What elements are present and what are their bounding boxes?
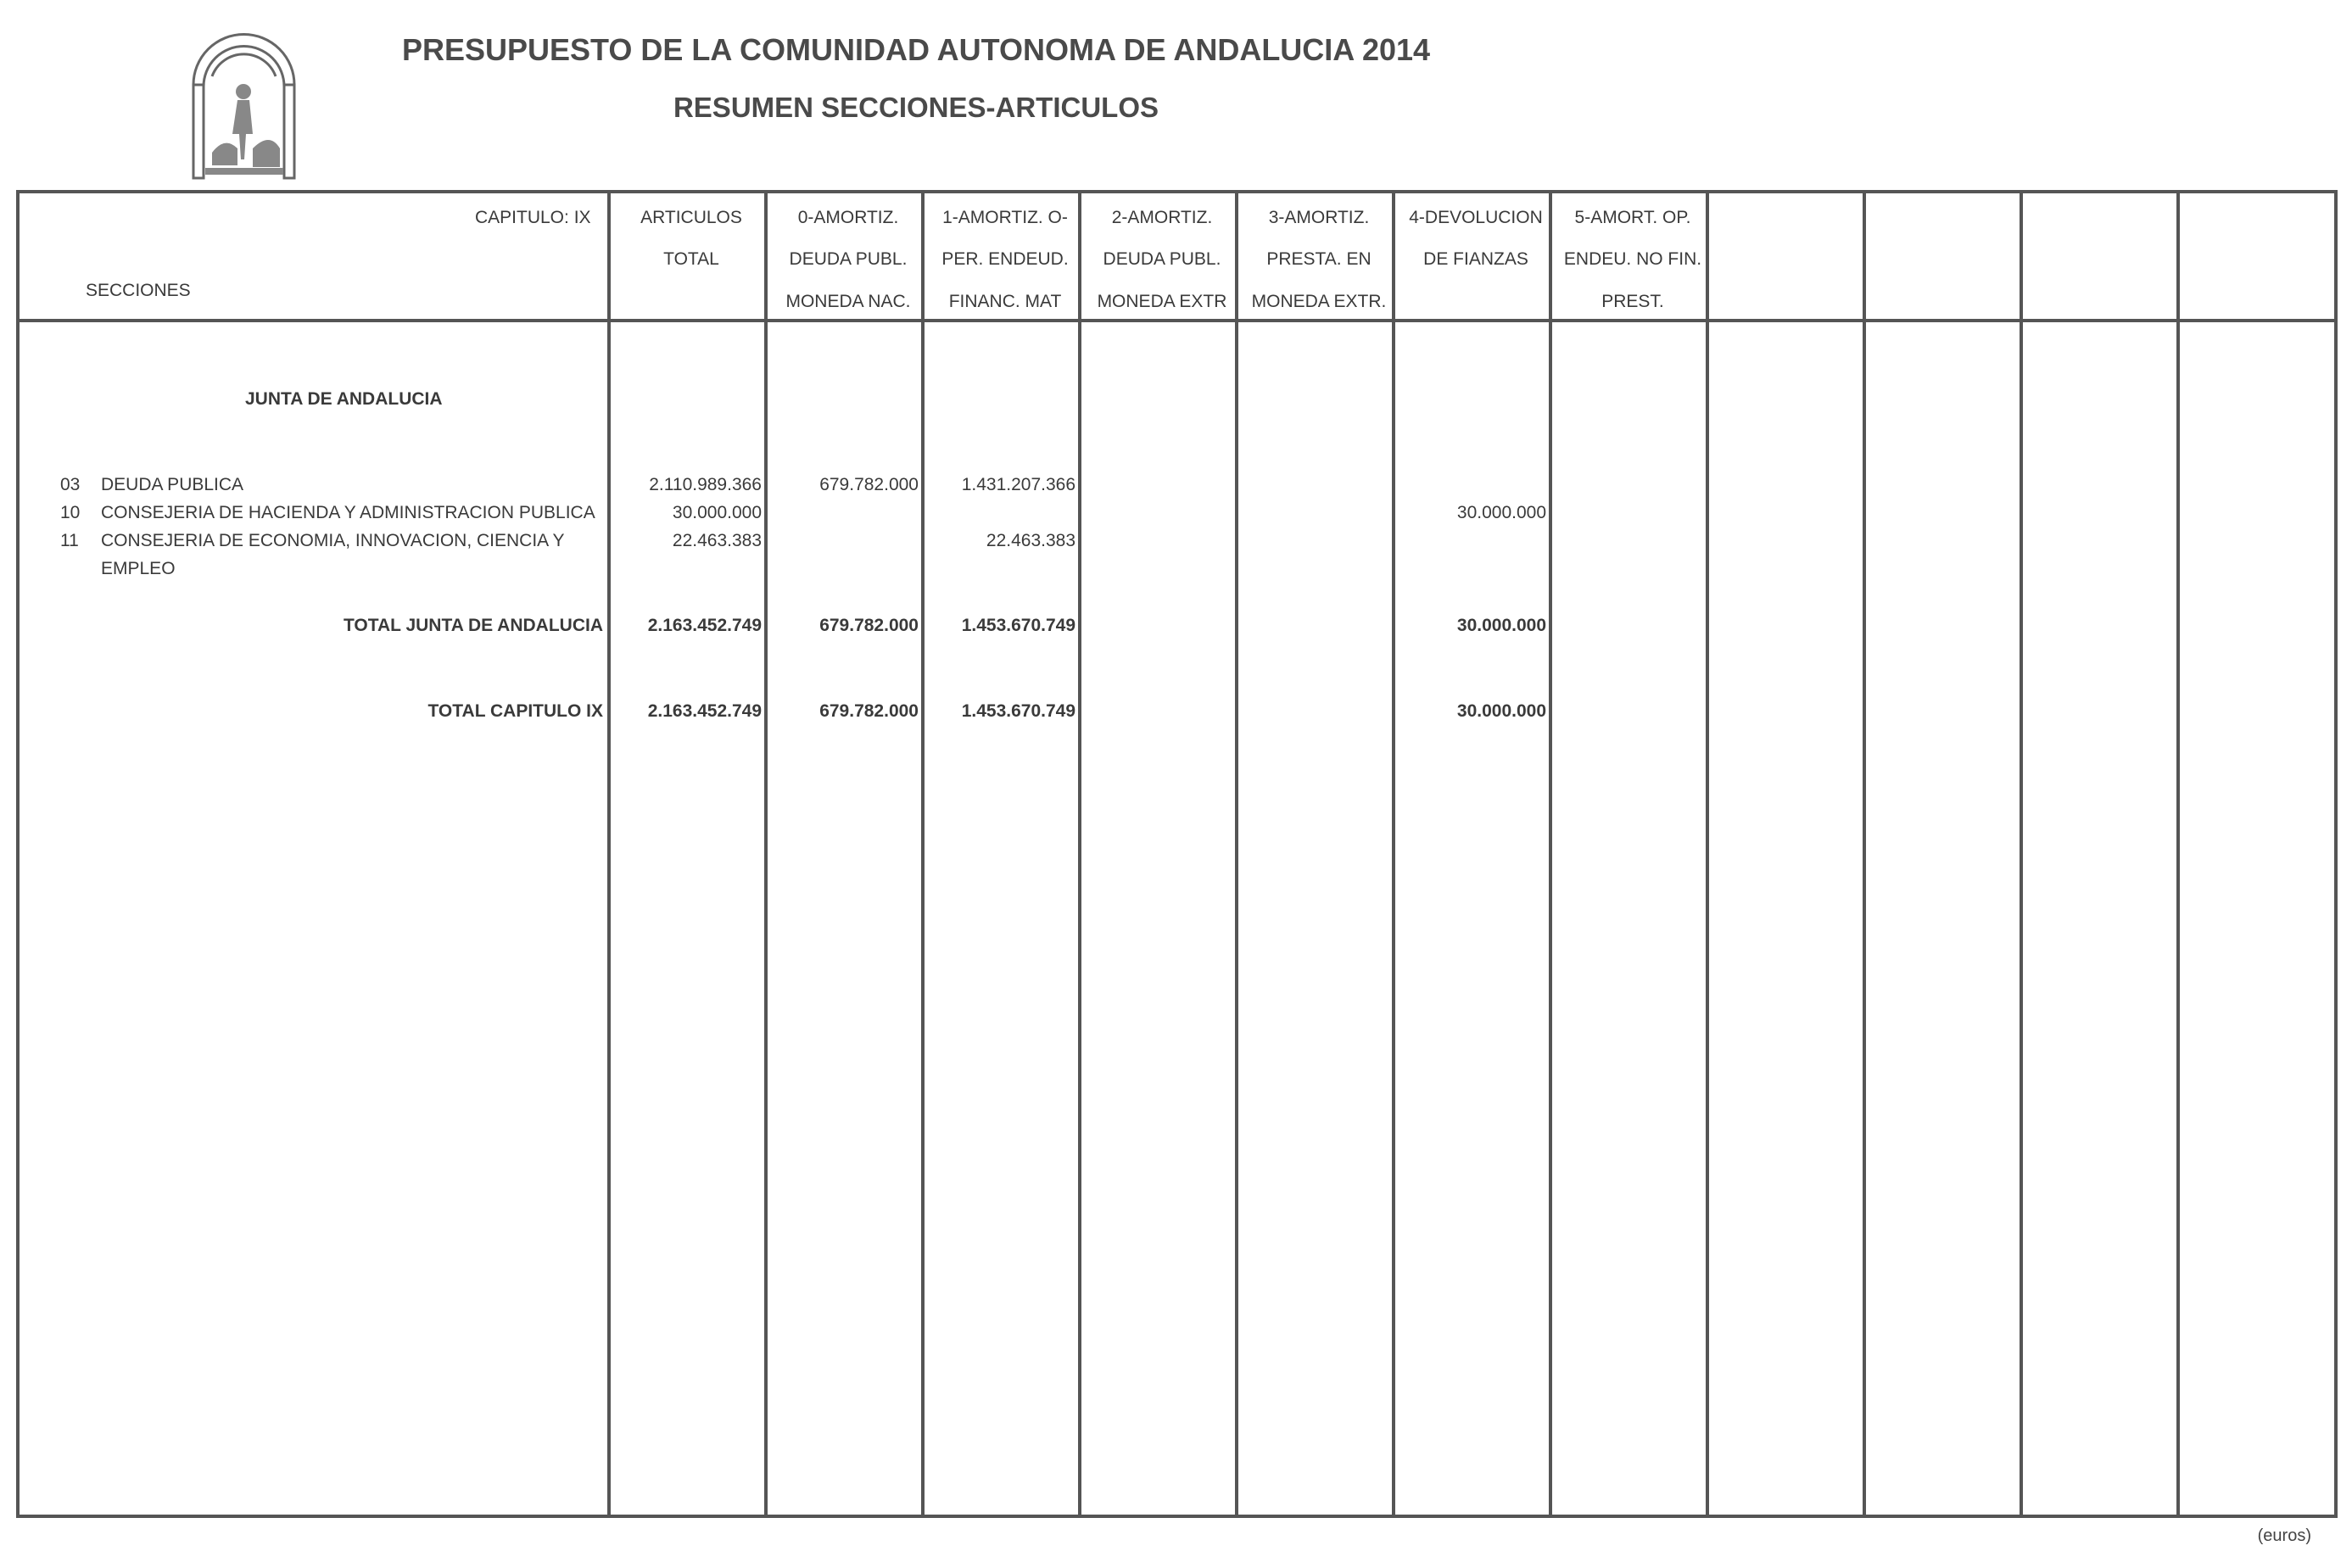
- column-divider: [1392, 193, 1395, 1515]
- col-header: 4-DEVOLUCION: [1409, 208, 1543, 227]
- header-divider: [20, 319, 2334, 322]
- row-total: 30.000.000: [672, 503, 762, 522]
- row-c1: 22.463.383: [986, 531, 1075, 550]
- row-code: 03: [60, 475, 81, 494]
- total-group-c4: 30.000.000: [1456, 616, 1546, 635]
- row-c0: 679.782.000: [819, 475, 919, 494]
- column-divider: [921, 193, 925, 1515]
- secciones-label: SECCIONES: [86, 281, 191, 300]
- row-c1: 1.431.207.366: [961, 475, 1075, 494]
- col-header: PER. ENDEUD.: [941, 249, 1069, 269]
- page-subtitle: RESUMEN SECCIONES-ARTICULOS: [673, 92, 1159, 123]
- row-total: 22.463.383: [672, 531, 762, 550]
- column-divider: [1706, 193, 1709, 1515]
- column-divider: [2020, 193, 2023, 1515]
- column-divider: [1078, 193, 1081, 1515]
- row-code: 10: [60, 503, 81, 522]
- col-header: 2-AMORTIZ.: [1111, 208, 1213, 227]
- col-header: ENDEU. NO FIN.: [1563, 249, 1702, 269]
- col-header: DEUDA PUBL.: [1103, 249, 1221, 269]
- col-header: 1-AMORTIZ. O-: [942, 208, 1068, 227]
- row-c4: 30.000.000: [1456, 503, 1546, 522]
- row-name: CONSEJERIA DE ECONOMIA, INNOVACION, CIENCIA Y: [101, 531, 565, 550]
- row-name: CONSEJERIA DE HACIENDA Y ADMINISTRACION PUBLICA: [101, 503, 595, 522]
- column-divider: [1235, 193, 1238, 1515]
- col-header: DE FIANZAS: [1423, 249, 1528, 269]
- total-capitulo-c0: 679.782.000: [819, 701, 919, 721]
- col-header: MONEDA NAC.: [785, 292, 911, 311]
- total-capitulo-total: 2.163.452.749: [647, 701, 762, 721]
- row-code: 11: [60, 531, 79, 550]
- col-header: 3-AMORTIZ.: [1268, 208, 1370, 227]
- col-header: 0-AMORTIZ.: [797, 208, 899, 227]
- row-total: 2.110.989.366: [649, 475, 762, 494]
- budget-table: [16, 190, 2338, 1518]
- column-divider: [607, 193, 611, 1515]
- group-title: JUNTA DE ANDALUCIA: [245, 389, 443, 409]
- col-header: MONEDA EXTR: [1097, 292, 1227, 311]
- col-header: MONEDA EXTR.: [1251, 292, 1387, 311]
- column-divider: [1863, 193, 1866, 1515]
- column-divider: [764, 193, 768, 1515]
- col-header: PREST.: [1601, 292, 1664, 311]
- units-note: (euros): [2257, 1526, 2311, 1545]
- col-header: FINANC. MAT: [948, 292, 1062, 311]
- total-group-c1: 1.453.670.749: [961, 616, 1075, 635]
- col-header: 5-AMORT. OP.: [1574, 208, 1691, 227]
- row-name: DEUDA PUBLICA: [101, 475, 244, 494]
- capitulo-label: CAPITULO: IX: [475, 208, 591, 227]
- col-header: PRESTA. EN: [1266, 249, 1372, 269]
- page-title: PRESUPUESTO DE LA COMUNIDAD AUTONOMA DE ANDALUCIA 2014: [401, 32, 1431, 67]
- total-capitulo-label: TOTAL CAPITULO IX: [427, 701, 603, 721]
- column-divider: [2176, 193, 2180, 1515]
- total-group-c0: 679.782.000: [819, 616, 919, 635]
- col-header: DEUDA PUBL.: [789, 249, 908, 269]
- column-divider: [1549, 193, 1552, 1515]
- total-capitulo-c4: 30.000.000: [1456, 701, 1546, 721]
- total-group-total: 2.163.452.749: [647, 616, 762, 635]
- col-header: ARTICULOS: [640, 208, 742, 227]
- row-name-continued: EMPLEO: [101, 559, 176, 578]
- total-capitulo-c1: 1.453.670.749: [961, 701, 1075, 721]
- total-group-label: TOTAL JUNTA DE ANDALUCIA: [343, 616, 603, 635]
- col-header: TOTAL: [663, 249, 719, 269]
